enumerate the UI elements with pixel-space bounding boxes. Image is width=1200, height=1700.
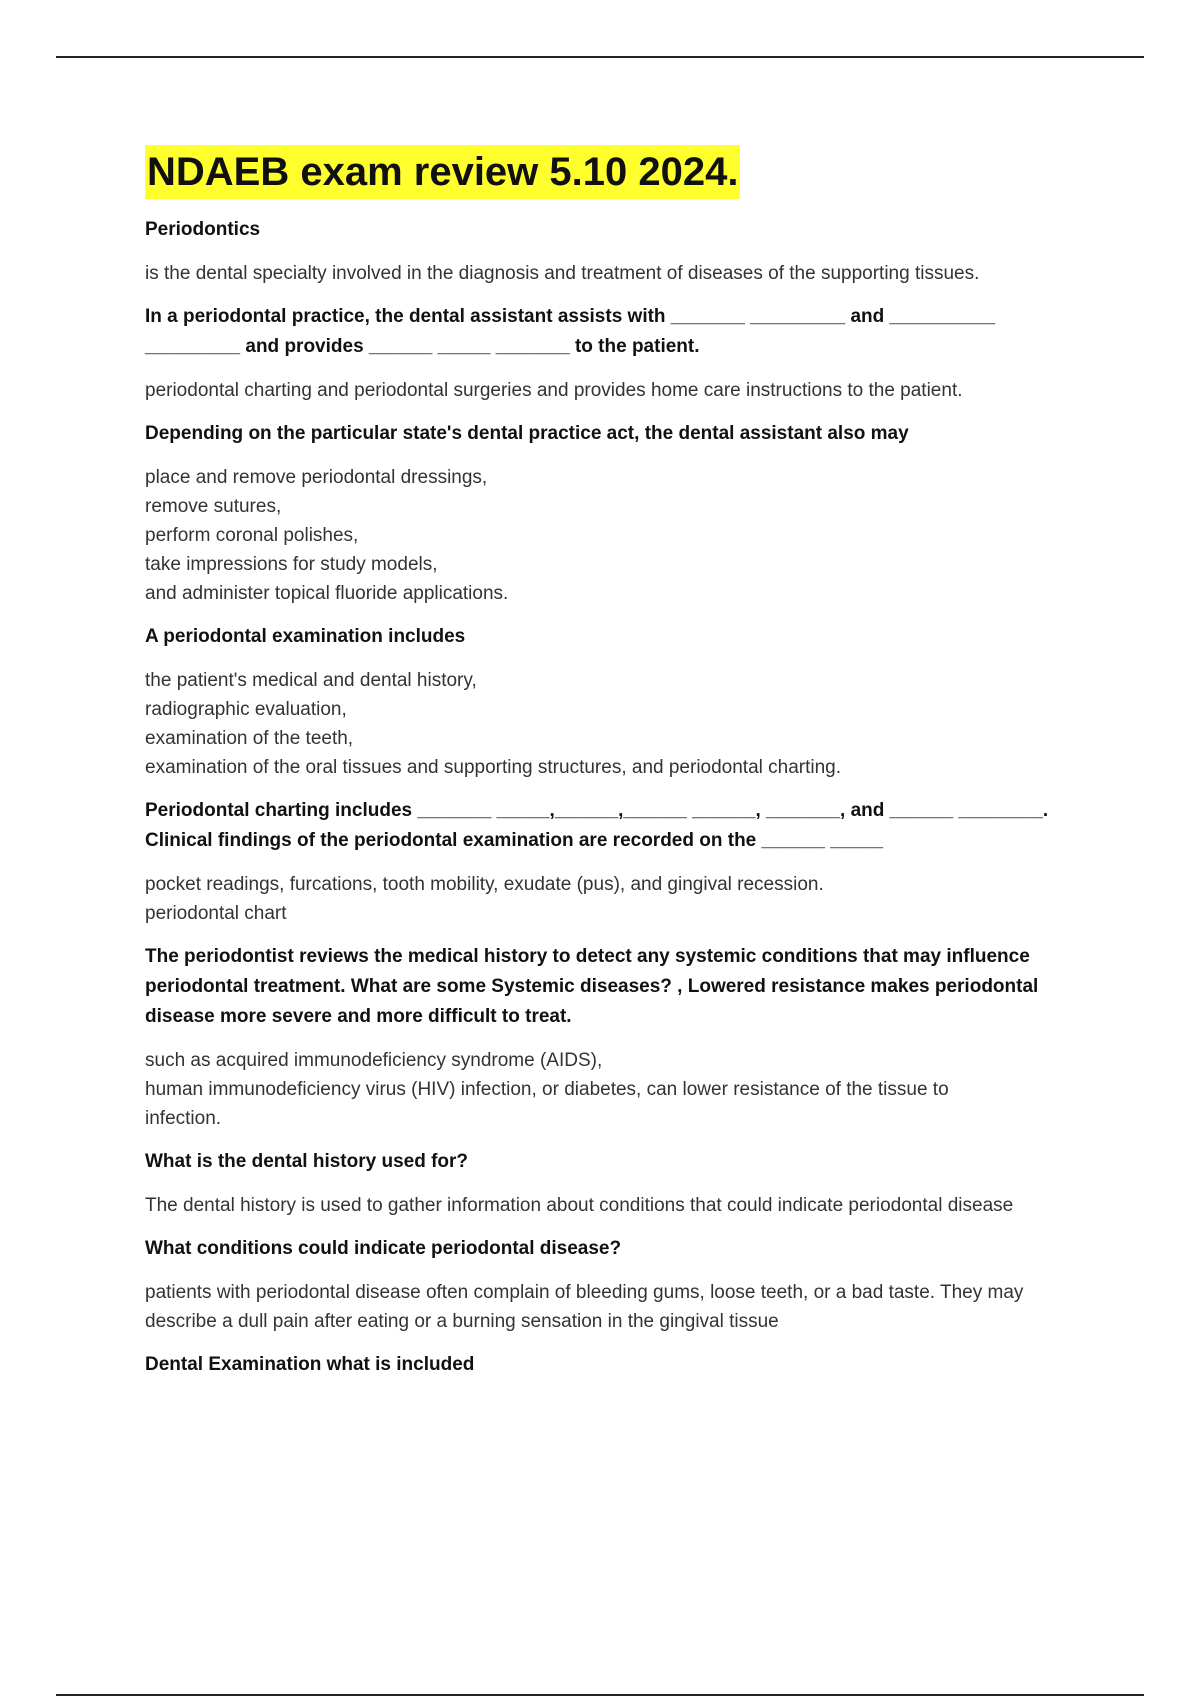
answer-line: the patient's medical and dental history, (145, 670, 477, 691)
answer-line: such as acquired immunodeficiency syndrome (AIDS), (145, 1050, 603, 1071)
answer-block (145, 259, 1105, 288)
answer-line: examination of the oral tissues and supporting structures, and periodontal charting. (145, 757, 842, 778)
answer-line: human immunodeficiency virus (HIV) infection, or diabetes, can lower resistance of the tissue to (145, 1079, 949, 1100)
question-line: disease more severe and more difficult to treat. (145, 1006, 572, 1027)
question-line: Periodontal charting includes _______ _____,______,______ ______, _______, and ______ ________. (145, 800, 1049, 821)
question-block (145, 796, 1105, 856)
answer-line: pocket readings, furcations, tooth mobility, exudate (pus), and gingival recession. (145, 874, 824, 895)
document-title: NDAEB exam review 5.10 2024. (145, 145, 740, 199)
question-line: Depending on the particular state's dental practice act, the dental assistant also may (145, 423, 909, 444)
answer-line: infection. (145, 1108, 222, 1129)
answer-block (145, 1278, 1105, 1336)
question-line: periodontal treatment. What are some Systemic diseases? , Lowered resistance makes periodontal (145, 976, 1039, 997)
answer-line: and administer topical fluoride applications. (145, 583, 509, 604)
answer-block (145, 463, 1105, 608)
qa-list (145, 215, 1105, 1380)
answer-line: periodontal charting and periodontal surgeries and provides home care instructions to the patient. (145, 380, 963, 401)
question-block (145, 419, 1105, 449)
document-body (145, 145, 1105, 1394)
answer-line: is the dental specialty involved in the diagnosis and treatment of diseases of the supporting tissues. (145, 263, 980, 284)
answer-block (145, 870, 1105, 928)
question-block (145, 1234, 1105, 1264)
answer-line: remove sutures, (145, 496, 282, 517)
question-line: What conditions could indicate periodontal disease? (145, 1238, 622, 1259)
answer-line: describe a dull pain after eating or a burning sensation in the gingival tissue (145, 1311, 779, 1332)
answer-line: patients with periodontal disease often complain of bleeding gums, loose teeth, or a bad taste. They may (145, 1282, 1024, 1303)
question-line: A periodontal examination includes (145, 626, 466, 647)
question-line: _________ and provides ______ _____ _______ to the patient. (145, 336, 700, 357)
question-line: Clinical findings of the periodontal examination are recorded on the ______ _____ (145, 830, 884, 851)
question-line: The periodontist reviews the medical history to detect any systemic conditions that may influence (145, 946, 1030, 967)
question-line: Dental Examination what is included (145, 1354, 475, 1375)
question-line: Periodontics (145, 219, 261, 240)
bottom-rule (56, 1694, 1144, 1696)
top-rule (56, 56, 1144, 58)
question-block (145, 942, 1105, 1032)
answer-line: examination of the teeth, (145, 728, 354, 749)
question-block (145, 622, 1105, 652)
answer-line: The dental history is used to gather information about conditions that could indicate periodontal disease (145, 1195, 1014, 1216)
answer-block (145, 666, 1105, 782)
answer-block (145, 1191, 1105, 1220)
question-block (145, 1147, 1105, 1177)
answer-line: radiographic evaluation, (145, 699, 347, 720)
question-block (145, 215, 1105, 245)
answer-block (145, 1046, 1105, 1133)
answer-line: take impressions for study models, (145, 554, 438, 575)
answer-block (145, 376, 1105, 405)
question-block (145, 1350, 1105, 1380)
answer-line: periodontal chart (145, 903, 287, 924)
question-block (145, 302, 1105, 362)
question-line: In a periodontal practice, the dental assistant assists with _______ _________ and __________ (145, 306, 996, 327)
answer-line: perform coronal polishes, (145, 525, 359, 546)
question-line: What is the dental history used for? (145, 1151, 469, 1172)
answer-line: place and remove periodontal dressings, (145, 467, 488, 488)
